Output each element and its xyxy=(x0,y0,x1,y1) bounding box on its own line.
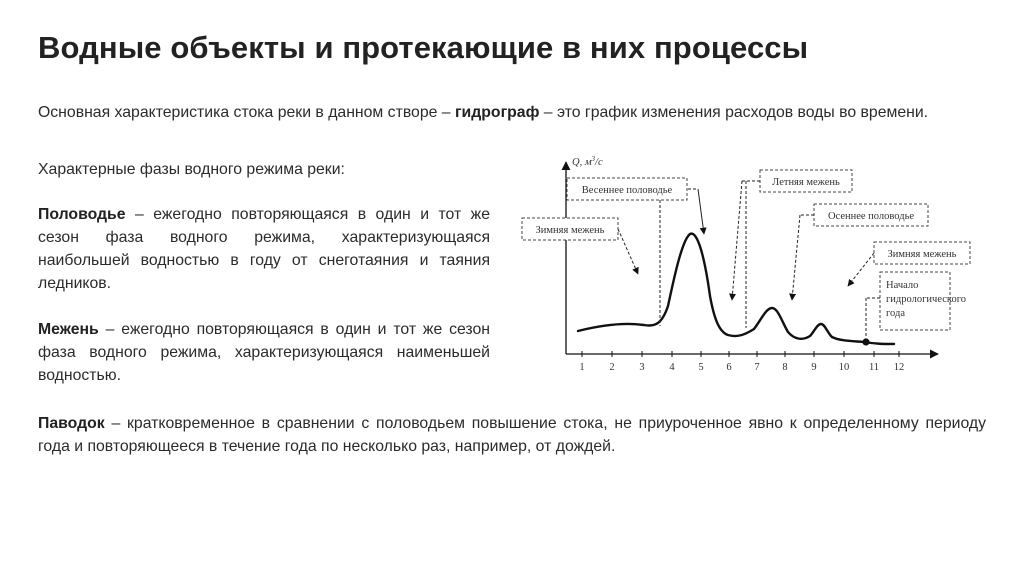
year-start-label-line-2: гидрологического xyxy=(886,294,967,305)
month-label-5: 5 xyxy=(698,362,704,373)
month-label-10: 10 xyxy=(838,362,850,373)
intro-text-before: Основная характеристика стока реки в данном створе – xyxy=(38,104,455,121)
autumn-flood-label: Осеннее половодье xyxy=(827,211,915,222)
low-water-text: – ежегодно повторяющаяся в один и тот же сезон фаза водного режима, характеризующаяся наименьшей водностью. xyxy=(38,321,490,384)
flood-definition xyxy=(38,203,490,295)
year-start-label-line-1: Начало xyxy=(886,280,919,291)
month-label-12: 12 xyxy=(893,362,905,373)
spring-flood-arrow-line xyxy=(698,189,704,234)
low-water-term: Межень xyxy=(38,321,99,338)
month-label-11: 11 xyxy=(868,362,880,373)
intro-term-hydrograph: гидрограф xyxy=(454,104,540,121)
month-label-8: 8 xyxy=(782,362,788,373)
month-label-2: 2 xyxy=(609,362,615,373)
winter-low-1-arrow-line xyxy=(618,229,638,274)
winter-low-2-label: Зимняя межень xyxy=(887,249,957,260)
summer-low-label: Летняя межень xyxy=(772,177,840,188)
month-label-9: 9 xyxy=(811,362,817,373)
month-label-4: 4 xyxy=(669,362,675,373)
month-label-3: 3 xyxy=(639,362,645,373)
freshet-definition xyxy=(38,412,986,458)
year-start-point xyxy=(862,338,869,345)
y-axis-label: Q, $м^3/с$ xyxy=(572,155,603,168)
phases-heading: Характерные фазы водного режима реки: xyxy=(38,161,345,178)
winter-low-1-label: Зимняя межень xyxy=(535,225,605,236)
spring-flood-label: Весеннее половодье xyxy=(581,185,673,196)
slide-title: Водные объекты и протекающие в них процессы xyxy=(38,30,809,65)
freshet-term: Паводок xyxy=(38,415,105,432)
month-label-7: 7 xyxy=(754,362,760,373)
intro-text-after: – это график изменения расходов воды во времени. xyxy=(539,104,929,121)
autumn-flood-arrow-line xyxy=(792,215,800,300)
hydrograph-diagram xyxy=(514,148,967,378)
intro-paragraph xyxy=(38,101,986,124)
year-start-label-line-3: года xyxy=(886,308,905,319)
flood-text: – ежегодно повторяющаяся в один и тот же сезон фаза водного режима, характеризующаяся наибольшей водностью в году от снеготаяния и таяния ледников. xyxy=(38,206,490,292)
flood-term: Половодье xyxy=(38,206,126,223)
low-water-definition xyxy=(38,318,490,387)
winter-low-2-arrow-line xyxy=(848,253,874,286)
hydrograph-curve xyxy=(578,234,894,344)
month-label-1: 1 xyxy=(579,362,585,373)
month-label-6: 6 xyxy=(726,362,732,373)
summer-low-arrow-line xyxy=(732,181,742,300)
freshet-text: – кратковременное в сравнении с половодьем повышение стока, не приуроченное явно к определенному периоду года и повторяющееся в течение года по несколько раз, например, от дождей. xyxy=(38,415,986,455)
